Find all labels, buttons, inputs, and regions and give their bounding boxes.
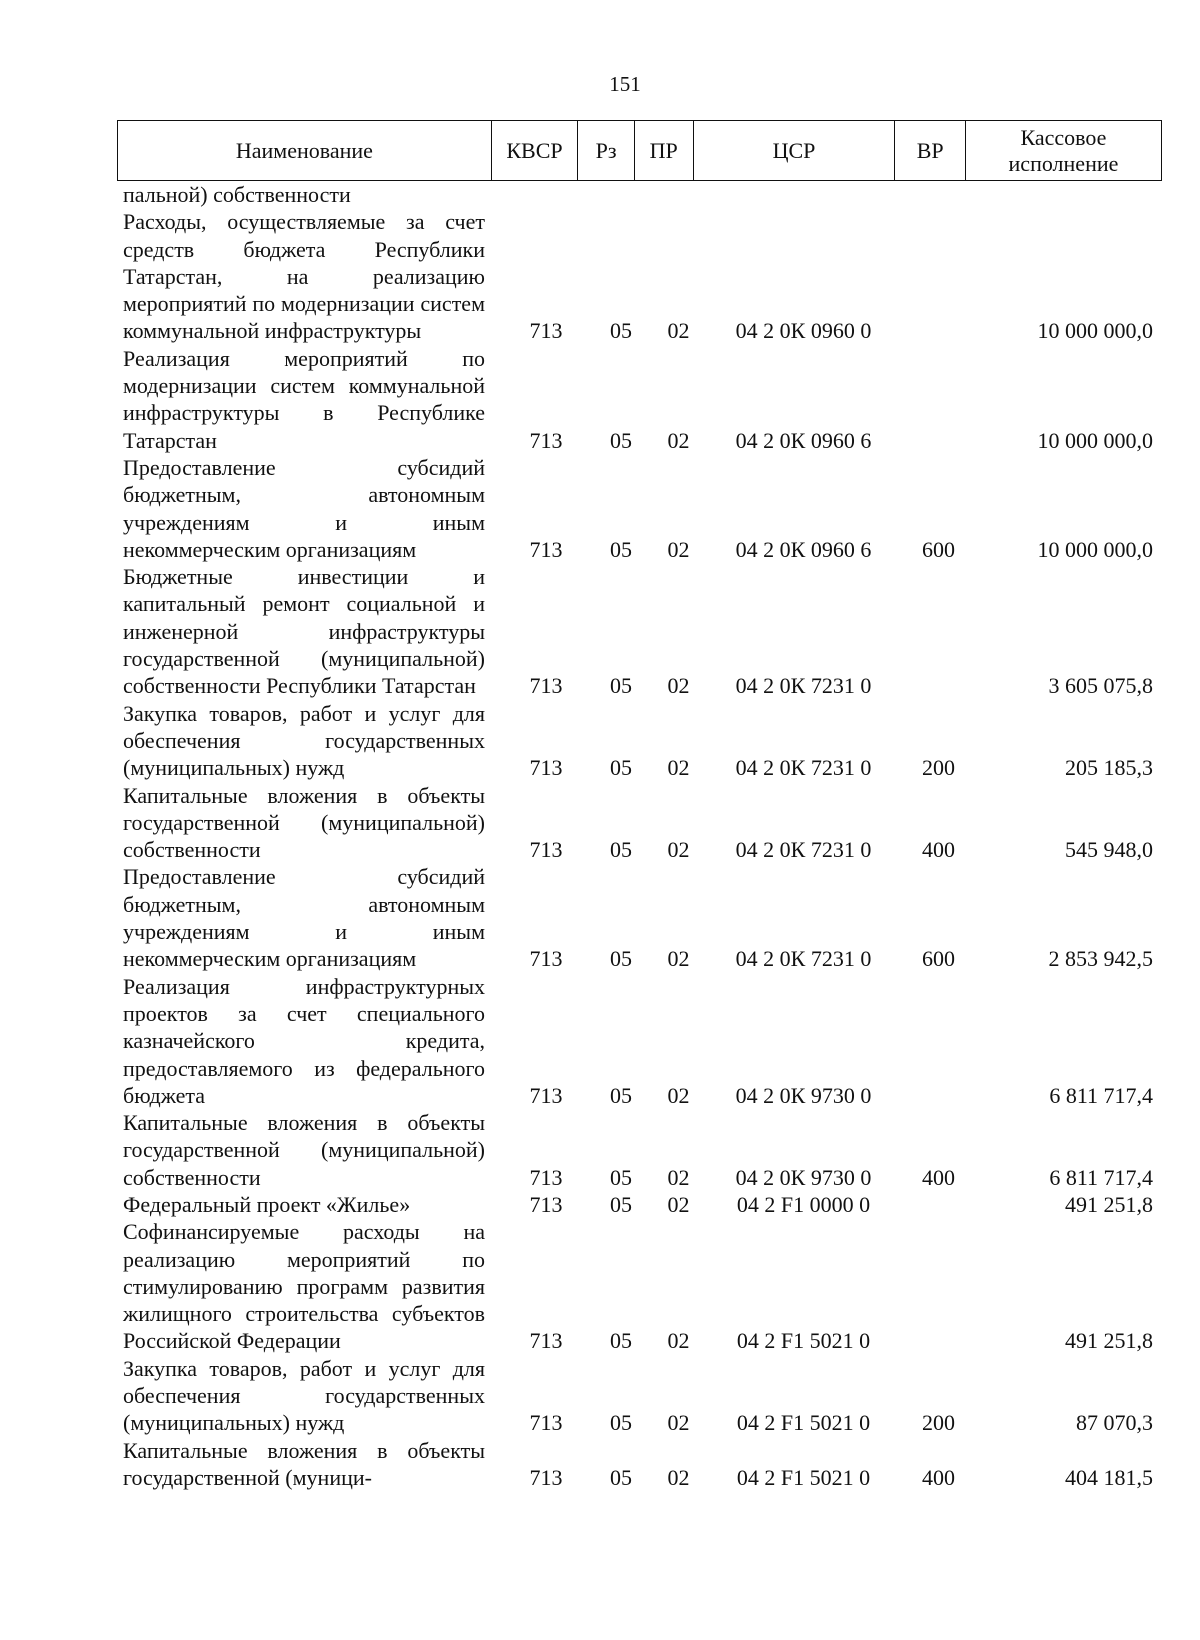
cell-rz: 05 xyxy=(610,536,632,562)
cell-name: Капитальные вложения в объекты государственной (муниципальной) собственности xyxy=(123,1110,485,1190)
cell-vr: 400 xyxy=(922,1164,955,1190)
cell-csr: 04 2 0К 0960 0 xyxy=(735,318,872,344)
header-rz: Рз xyxy=(578,121,635,180)
cell-kvsr: 713 xyxy=(529,755,563,781)
table-row xyxy=(123,1437,1163,1492)
cell-rz: 05 xyxy=(610,946,632,972)
table-header xyxy=(117,120,1162,181)
cell-rz: 05 xyxy=(610,755,632,781)
cell-pr: 02 xyxy=(667,755,690,781)
cell-rz: 05 xyxy=(610,1328,632,1354)
table-row xyxy=(123,563,1163,699)
cell-vr: 400 xyxy=(922,837,955,863)
cell-sum: 205 185,3 xyxy=(1065,755,1153,781)
cell-name: Реализация мероприятий по модернизации систем коммунальной инфраструктуры в Республике Татарстан xyxy=(123,345,485,453)
cell-name: Капитальные вложения в объекты государственной (муниципальной) собственности xyxy=(123,782,485,863)
table-row xyxy=(123,782,1163,864)
cell-rz: 05 xyxy=(610,1410,632,1436)
cell-csr: 04 2 0К 9730 0 xyxy=(735,1164,872,1190)
table-row xyxy=(123,1191,1163,1218)
header-pr: ПР xyxy=(635,121,694,180)
cell-name: Федеральный проект «Жилье» xyxy=(123,1191,411,1217)
table-row xyxy=(123,454,1163,563)
cell-pr: 02 xyxy=(667,946,690,972)
cell-csr: 04 2 F1 0000 0 xyxy=(736,1191,871,1217)
cell-csr: 04 2 F1 5021 0 xyxy=(736,1464,871,1490)
cell-rz: 05 xyxy=(610,837,632,863)
cell-sum: 404 181,5 xyxy=(1065,1464,1153,1490)
cell-rz: 05 xyxy=(610,673,632,699)
cell-kvsr: 713 xyxy=(529,318,563,344)
cell-kvsr: 713 xyxy=(529,946,563,972)
cell-sum: 10 000 000,0 xyxy=(1037,427,1153,453)
cell-sum: 2 853 942,5 xyxy=(1048,946,1153,972)
cell-name: Капитальные вложения в объекты государственной (муници- xyxy=(123,1437,485,1490)
cell-name: Закупка товаров, работ и услуг для обеспечения государственных (муниципальных) нужд xyxy=(123,1355,485,1436)
cell-kvsr: 713 xyxy=(529,673,563,699)
cell-name: Бюджетные инвестиции и капитальный ремонт социальной и инженерной инфраструктуры государственной (муниципальной) собственности Республики Татарстан xyxy=(123,564,485,699)
table-row xyxy=(123,700,1163,782)
cell-sum: 545 948,0 xyxy=(1065,837,1153,863)
header-name: Наименование xyxy=(118,121,492,180)
cell-rz: 05 xyxy=(610,318,632,344)
cell-vr: 400 xyxy=(922,1464,955,1490)
cell-pr: 02 xyxy=(667,1164,690,1190)
table-row xyxy=(123,973,1163,1109)
page-number: 151 xyxy=(609,72,641,96)
cell-csr: 04 2 0К 0960 6 xyxy=(735,536,872,562)
table-row xyxy=(123,863,1163,972)
cell-kvsr: 713 xyxy=(529,1164,563,1190)
cell-kvsr: 713 xyxy=(529,1191,563,1217)
cell-sum: 10 000 000,0 xyxy=(1037,536,1153,562)
cell-vr: 200 xyxy=(922,755,955,781)
cell-name: Предоставление субсидий бюджетным, автономным учреждениям и иным некоммерческим организациям xyxy=(123,454,485,562)
cell-sum: 491 251,8 xyxy=(1065,1328,1153,1354)
cell-kvsr: 713 xyxy=(529,1082,563,1108)
cell-name: Предоставление субсидий бюджетным, автономным учреждениям и иным некоммерческим организациям xyxy=(123,864,485,972)
cell-csr: 04 2 0К 7231 0 xyxy=(735,673,872,699)
cell-pr: 02 xyxy=(667,1464,690,1490)
cell-pr: 02 xyxy=(667,1082,690,1108)
cell-name: пальной) собственности xyxy=(123,182,351,207)
cell-pr: 02 xyxy=(667,427,690,453)
cell-sum: 10 000 000,0 xyxy=(1037,318,1153,344)
cell-csr: 04 2 0К 0960 6 xyxy=(735,427,872,453)
cell-rz: 05 xyxy=(610,1464,632,1490)
cell-sum: 6 811 717,4 xyxy=(1049,1164,1153,1190)
cell-rz: 05 xyxy=(610,1191,632,1217)
table-row xyxy=(123,181,1163,208)
cell-sum: 3 605 075,8 xyxy=(1048,673,1153,699)
cell-pr: 02 xyxy=(667,1191,690,1217)
cell-sum: 6 811 717,4 xyxy=(1049,1082,1153,1108)
cell-csr: 04 2 0К 7231 0 xyxy=(735,755,872,781)
cell-kvsr: 713 xyxy=(529,536,563,562)
cell-rz: 05 xyxy=(610,1164,632,1190)
table-body xyxy=(123,181,1163,1491)
cell-pr: 02 xyxy=(667,837,690,863)
cell-kvsr: 713 xyxy=(529,427,563,453)
cell-pr: 02 xyxy=(667,1410,690,1436)
cell-vr: 600 xyxy=(922,946,955,972)
cell-name: Реализация инфраструктурных проектов за счет специального казначейского кредита, предоставляемого из федерального бюджета xyxy=(123,973,485,1108)
cell-csr: 04 2 0К 7231 0 xyxy=(735,946,872,972)
header-csr: ЦСР xyxy=(694,121,896,180)
cell-vr: 200 xyxy=(922,1410,955,1436)
cell-kvsr: 713 xyxy=(529,1464,563,1490)
cell-vr: 600 xyxy=(922,536,955,562)
cell-csr: 04 2 0К 7231 0 xyxy=(735,837,872,863)
cell-pr: 02 xyxy=(667,536,690,562)
cell-csr: 04 2 F1 5021 0 xyxy=(736,1410,871,1436)
cell-name: Расходы, осуществляемые за счет средств бюджета Республики Татарстан, на реализацию мероприятий по модернизации систем коммунальной инфраструктуры xyxy=(123,209,485,344)
cell-csr: 04 2 0К 9730 0 xyxy=(735,1082,872,1108)
table-row xyxy=(123,1109,1163,1191)
header-kvsr: КВСР xyxy=(492,121,578,180)
cell-pr: 02 xyxy=(667,673,690,699)
cell-rz: 05 xyxy=(610,1082,632,1108)
cell-kvsr: 713 xyxy=(529,837,563,863)
cell-sum: 491 251,8 xyxy=(1065,1191,1153,1217)
cell-pr: 02 xyxy=(667,1328,690,1354)
cell-csr: 04 2 F1 5021 0 xyxy=(736,1328,871,1354)
table-row xyxy=(123,1355,1163,1437)
cell-sum: 87 070,3 xyxy=(1076,1410,1153,1436)
cell-kvsr: 713 xyxy=(529,1328,563,1354)
cell-name: Закупка товаров, работ и услуг для обеспечения государственных (муниципальных) нужд xyxy=(123,700,485,781)
table-row xyxy=(123,345,1163,454)
header-vr: ВР xyxy=(895,121,966,180)
table-row xyxy=(123,1218,1163,1354)
header-sum: Кассовое исполнение xyxy=(1008,124,1119,176)
cell-kvsr: 713 xyxy=(529,1410,563,1436)
cell-pr: 02 xyxy=(667,318,690,344)
table-row xyxy=(123,208,1163,344)
cell-name: Софинансируемые расходы на реализацию мероприятий по стимулированию программ развития жилищного строительства субъектов Российской Федерации xyxy=(123,1219,485,1354)
cell-rz: 05 xyxy=(610,427,632,453)
